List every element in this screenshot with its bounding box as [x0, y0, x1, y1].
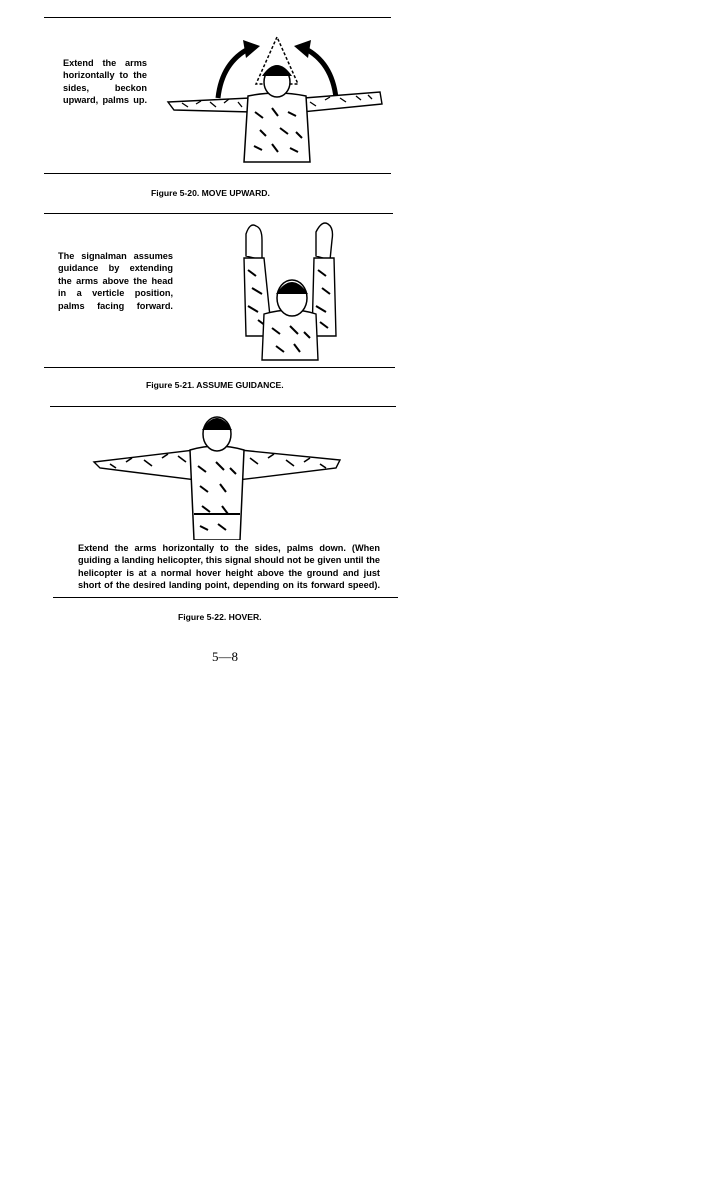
rule: [44, 173, 391, 174]
page-number: 5—8: [212, 649, 238, 664]
figure-5-22-caption: Figure 5-22. HOVER.: [178, 612, 262, 622]
rule: [44, 367, 395, 368]
signalman-move-upward-illustration: [160, 32, 390, 164]
signalman-hover-illustration: [90, 410, 345, 540]
rule: [53, 597, 398, 598]
figure-5-22-text: Extend the arms horizontally to the sides, palms down. (When guiding a landing helicopter, this signal should not be given until the helicopter is at a normal hover height above the ground and just short of the desired landing point, depending on its forward speed).: [78, 543, 380, 591]
figure-5-21-caption: Figure 5-21. ASSUME GUIDANCE.: [146, 380, 284, 390]
figure-5-21-text: The signalman assumes guidance by extending the arms above the head in a verticle position, palms facing forward.: [58, 251, 173, 311]
signalman-assume-guidance-illustration: [232, 218, 362, 362]
rule: [44, 213, 393, 214]
rule: [44, 17, 391, 18]
figure-5-20-caption: Figure 5-20. MOVE UPWARD.: [151, 188, 270, 198]
rule: [50, 406, 396, 407]
figure-5-20-text: Extend the arms horizontally to the sides, beckon upward, palms up.: [63, 58, 147, 106]
